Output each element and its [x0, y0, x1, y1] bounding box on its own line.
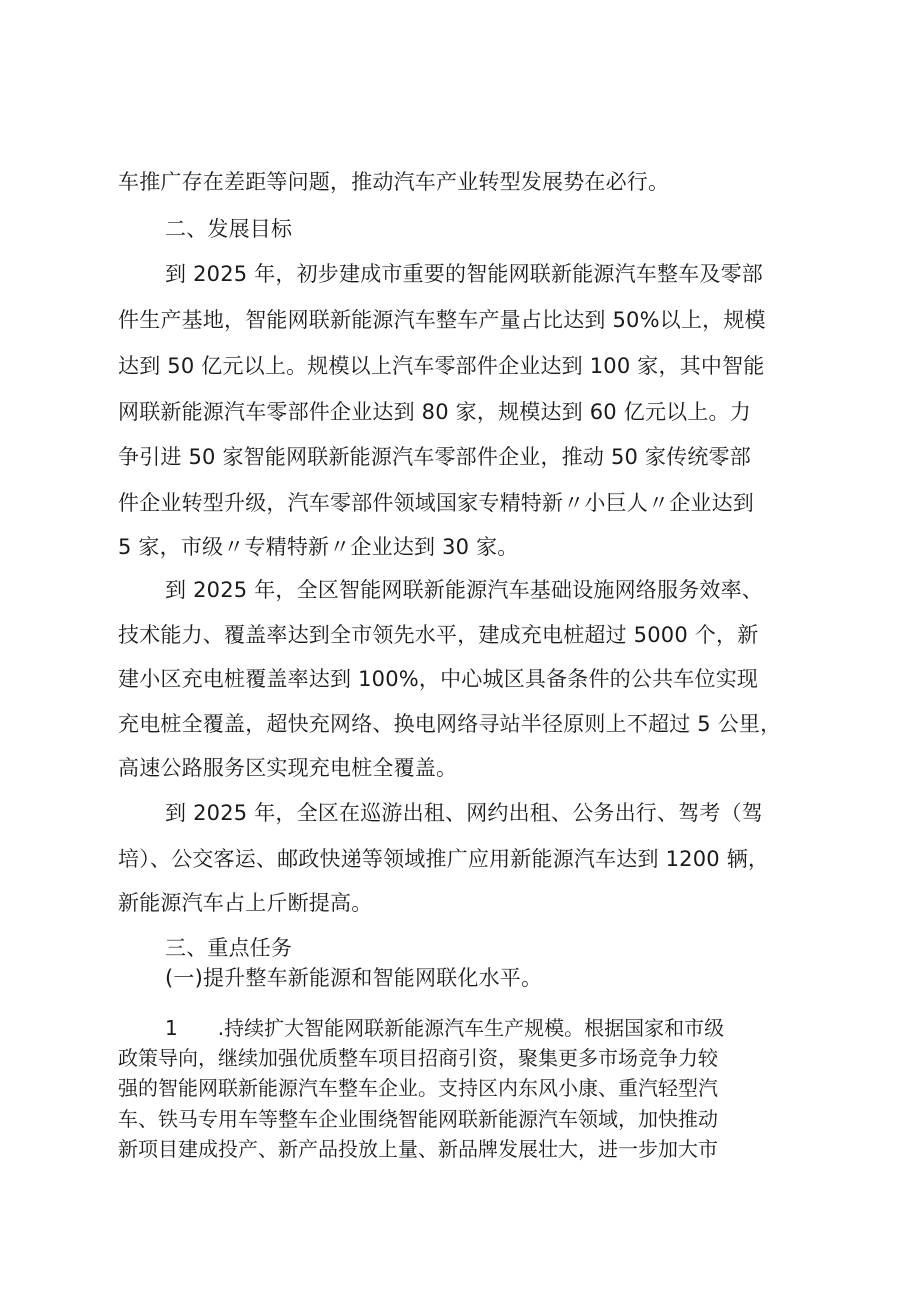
- paragraph-line: 5 家，市级〃专精特新〃企业达到 30 家。: [118, 535, 519, 559]
- paragraph-line: 件企业转型升级，汽车零部件领域国家专精特新〃小巨人〃企业达到: [118, 491, 754, 515]
- paragraph-line: 新能源汽车占上斤断提高。: [118, 891, 373, 915]
- paragraph-line: 车推广存在差距等问题，推动汽车产业转型发展势在必行。: [118, 170, 670, 194]
- paragraph-line: 政策导向，继续加强优质整车项目招商引资，聚集更多市场竞争力较: [118, 1046, 718, 1070]
- paragraph-line: 1 .持续扩大智能网联新能源汽车生产规模。根据国家和市级: [165, 1016, 725, 1040]
- section-heading: 三、重点任务: [165, 936, 293, 960]
- paragraph-line: 高速公路服务区实现充电桩全覆盖。: [118, 756, 458, 780]
- paragraph-line: 新项目建成投产、新产品投放上量、新品牌发展壮大，进一步加大市: [118, 1137, 718, 1161]
- paragraph-line: 建小区充电桩覆盖率达到 100%，中心城区具备条件的公共车位实现: [118, 667, 759, 691]
- paragraph-line: 网联新能源汽车零部件企业达到 80 家，规模达到 60 亿元以上。力: [118, 400, 751, 424]
- paragraph-line: 到 2025 年，全区智能网联新能源汽车基础设施网络服务效率、: [165, 578, 763, 602]
- paragraph-line: 争引进 50 家智能网联新能源汽车零部件企业，推动 50 家传统零部: [118, 445, 751, 469]
- paragraph-line: 技术能力、覆盖率达到全市领先水平，建成充电桩超过 5000 个，新: [118, 623, 759, 647]
- paragraph-line: 达到 50 亿元以上。规模以上汽车零部件企业达到 100 家，其中智能: [118, 354, 765, 378]
- subsection-heading: (一)提升整车新能源和智能网联化水平。: [165, 966, 543, 990]
- paragraph-line: 到 2025 年，初步建成市重要的智能网联新能源汽车整车及零部: [165, 262, 763, 286]
- paragraph-line: 充电桩全覆盖，超快充网络、换电网络寻站半径原则上不超过 5 公里，: [118, 712, 782, 736]
- paragraph-line: 培）、公交客运、邮政快递等领域推广应用新能源汽车达到 1200 辆，: [118, 847, 770, 871]
- paragraph-line: 件生产基地，智能网联新能源汽车整车产量占比达到 50%以上，规模: [118, 308, 766, 332]
- paragraph-line: 到 2025 年，全区在巡游出租、网约出租、公务出行、驾考（驾: [165, 801, 763, 825]
- paragraph-line: 车、铁马专用车等整车企业围绕智能网联新能源汽车领域，加快推动: [118, 1107, 718, 1131]
- section-heading: 二、发展目标: [165, 217, 293, 241]
- paragraph-line: 强的智能网联新能源汽车整车企业。支持区内东风小康、重汽轻型汽: [118, 1076, 718, 1100]
